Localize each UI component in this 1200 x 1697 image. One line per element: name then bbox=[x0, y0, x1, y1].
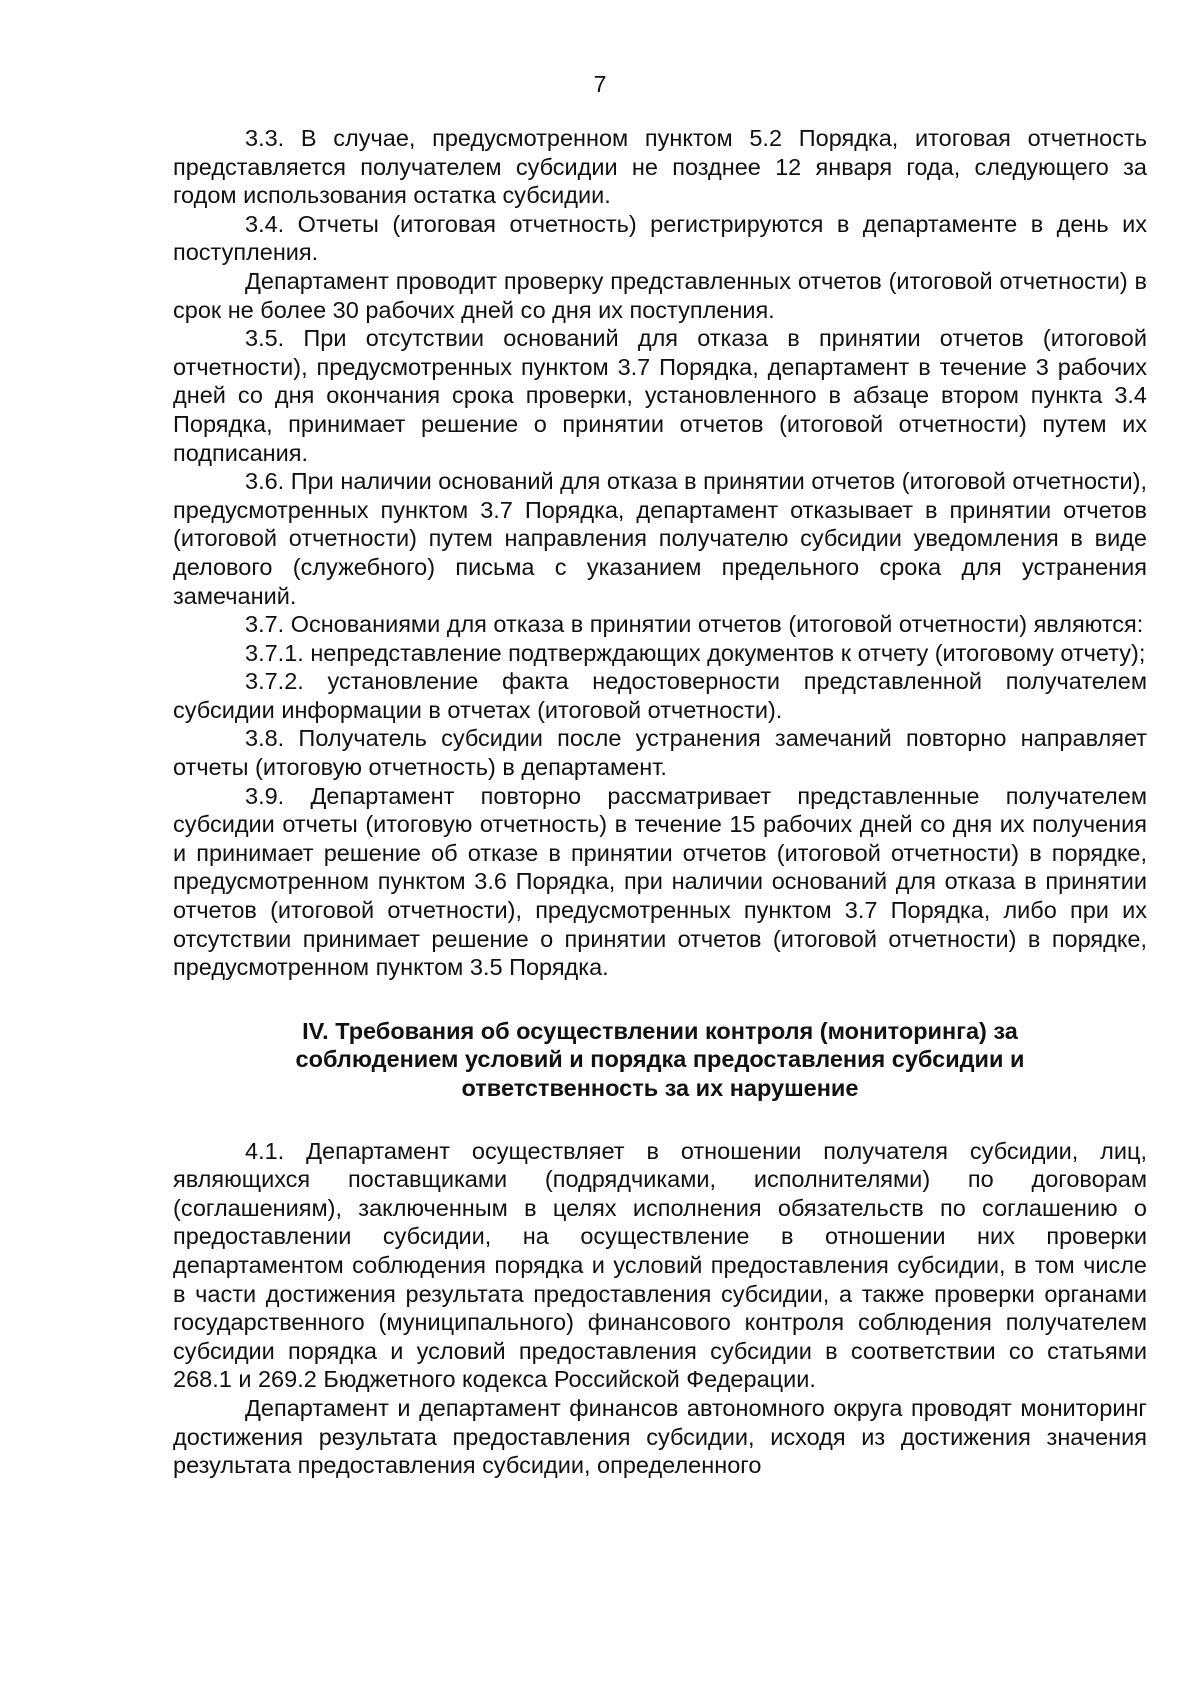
section-4-heading-line: соблюдением условий и порядка предоставления субсидии и bbox=[295, 1046, 1025, 1073]
section-4-heading-line: IV. Требования об осуществлении контроля (мониторинга) за bbox=[302, 1017, 1018, 1044]
paragraph-3-4: 3.4. Отчеты (итоговая отчетность) регистрируются в департаменте в день их поступления. bbox=[173, 210, 1147, 266]
paragraph-4-1: 4.1. Департамент осуществляет в отношении получателя субсидии, лиц, являющихся поставщиками (подрядчиками, исполнителями) по договорам (соглашениям), заключенным в целях исполнения обязательств по соглашению о предоставлении субсидии, на осуществление в отношении них проверки департаментом соблюдения порядка и условий предоставления субсидии, в том числе в части достижения результата предоставления субсидии, а также проверки органами государственного (муниципального) финансового контроля соблюдения получателем субсидии порядка и условий предоставления субсидии в соответствии со статьями 268.1 и 269.2 Бюджетного кодекса Российской Федерации. bbox=[173, 1137, 1147, 1393]
section-4-heading-line: ответственность за их нарушение bbox=[461, 1075, 859, 1101]
paragraph-3-7-1: 3.7.1. непредставление подтверждающих документов к отчету (итоговому отчету); bbox=[245, 639, 1146, 666]
paragraph-3-7-2: 3.7.2. установление факта недостоверности представленной получателем субсидии информации в отчетах (итоговой отчетности). bbox=[173, 668, 1147, 723]
page-number: 7 bbox=[593, 71, 607, 97]
paragraph-3-3: 3.3. В случае, предусмотренном пунктом 5.2 Порядка, итоговая отчетность представляется получателем субсидии не позднее 12 января года, следующего за годом использования остатка субсидии. bbox=[173, 125, 1147, 209]
paragraph-3-9: 3.9. Департамент повторно рассматривает представленные получателем субсидии отчеты (итоговую отчетность) в течение 15 рабочих дней со дня их получения и принимает решение об отказе в принятии отчетов (итоговой отчетности) в порядке, предусмотренном пунктом 3.6 Порядка, при наличии оснований для отказа в принятии отчетов (итоговой отчетности), предусмотренных пунктом 3.7 Порядка, либо при их отсутствии принимает решение о принятии отчетов (итоговой отчетности) в порядке, предусмотренном пунктом 3.5 Порядка. bbox=[173, 782, 1147, 981]
paragraph-3-8: 3.8. Получатель субсидии после устранения замечаний повторно направляет отчеты (итоговую отчетность) в департамент. bbox=[173, 725, 1147, 781]
section-4-heading bbox=[173, 1017, 1147, 1103]
paragraph-3-4-review: Департамент проводит проверку представленных отчетов (итоговой отчетности) в срок не более 30 рабочих дней со дня их поступления. bbox=[173, 267, 1147, 323]
paragraph-4-1-monitoring: Департамент и департамент финансов автономного округа проводят мониторинг достижения результата предоставления субсидии, исходя из достижения значения результата предоставления субсидии, определенного bbox=[173, 1394, 1147, 1479]
paragraph-3-7: 3.7. Основаниями для отказа в принятии отчетов (итоговой отчетности) являются: bbox=[245, 611, 1144, 638]
paragraph-3-6: 3.6. При наличии оснований для отказа в принятии отчетов (итоговой отчетности), предусмотренных пунктом 3.7 Порядка, департамент отказывает в принятии отчетов (итоговой отчетности) путем направления получателю субсидии уведомления в виде делового (служебного) письма с указанием предельного срока для устранения замечаний. bbox=[173, 468, 1148, 609]
paragraph-3-5: 3.5. При отсутствии оснований для отказа в принятии отчетов (итоговой отчетности), предусмотренных пунктом 3.7 Порядка, департамент в течение 3 рабочих дней со дня окончания срока проверки, установленного в абзаце втором пункта 3.4 Порядка, принимает решение о принятии отчетов (итоговой отчетности) путем их подписания. bbox=[173, 325, 1147, 466]
document-body bbox=[173, 124, 1147, 1480]
